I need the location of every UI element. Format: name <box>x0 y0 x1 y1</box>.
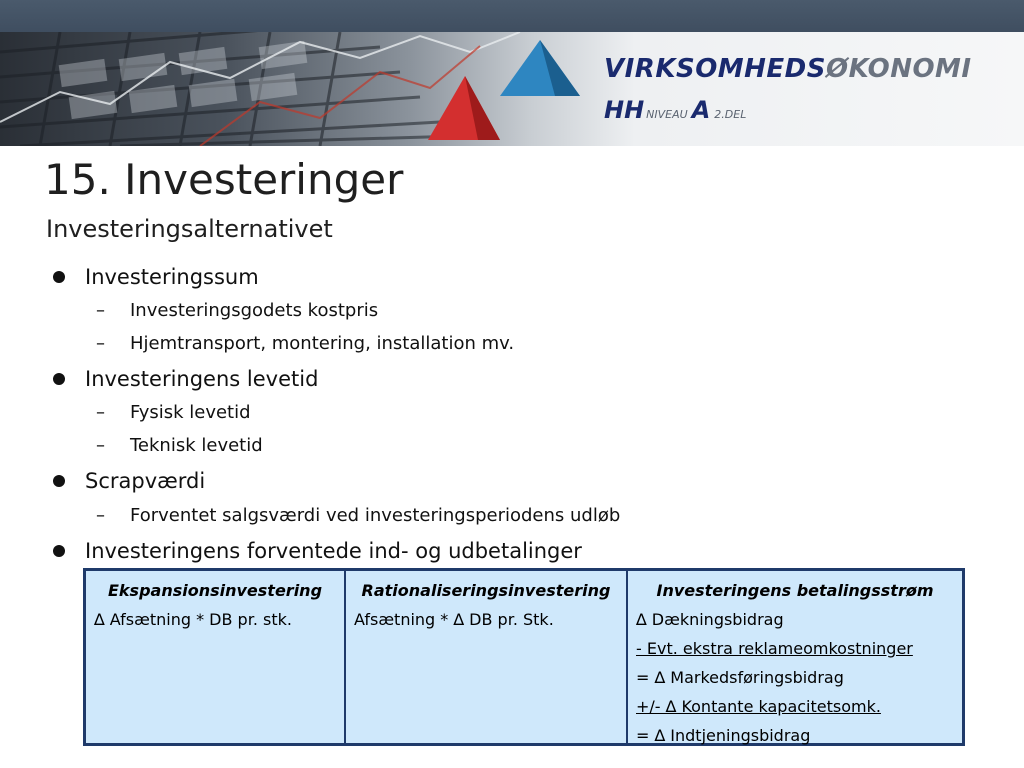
table-header: Ekspansionsinvestering <box>107 581 323 600</box>
bullet-dot-icon <box>53 475 65 487</box>
banner-graphic <box>0 32 1024 146</box>
slide-title: 15. Investeringer <box>44 155 404 204</box>
bullet-dot-icon <box>53 271 65 283</box>
table-cell: - Evt. ekstra reklameomkostninger <box>636 639 913 658</box>
table-header: Rationaliseringsinvestering <box>361 581 611 600</box>
table-column-betalingsstroem <box>626 571 962 743</box>
table-header: Investeringens betalingsstrøm <box>656 581 934 600</box>
table-cell: ∆ Dækningsbidrag <box>636 610 784 629</box>
table-cell: = ∆ Markedsføringsbidrag <box>636 668 844 687</box>
table-column-ekspansion <box>86 571 344 743</box>
table-cell: ∆ Afsætning * DB pr. stk. <box>94 610 292 629</box>
table-cell: Afsætning * ∆ DB pr. Stk. <box>354 610 554 629</box>
bullet-dot-icon <box>53 545 65 557</box>
table-cell: = ∆ Indtjeningsbidrag <box>636 726 811 745</box>
header-banner <box>0 32 1024 146</box>
table-column-rationalisering <box>344 571 626 743</box>
investment-table <box>83 568 965 746</box>
top-bar <box>0 0 1024 32</box>
table-cell: +/- ∆ Kontante kapacitetsomk. <box>636 697 881 716</box>
bullet-dot-icon <box>53 373 65 385</box>
brand-subtitle: HH NIVEAU A 2.DEL <box>604 96 747 124</box>
brand-title: VIRKSOMHEDSØKONOMI <box>604 54 972 84</box>
slide-subtitle: Investeringsalternativet <box>46 215 333 243</box>
